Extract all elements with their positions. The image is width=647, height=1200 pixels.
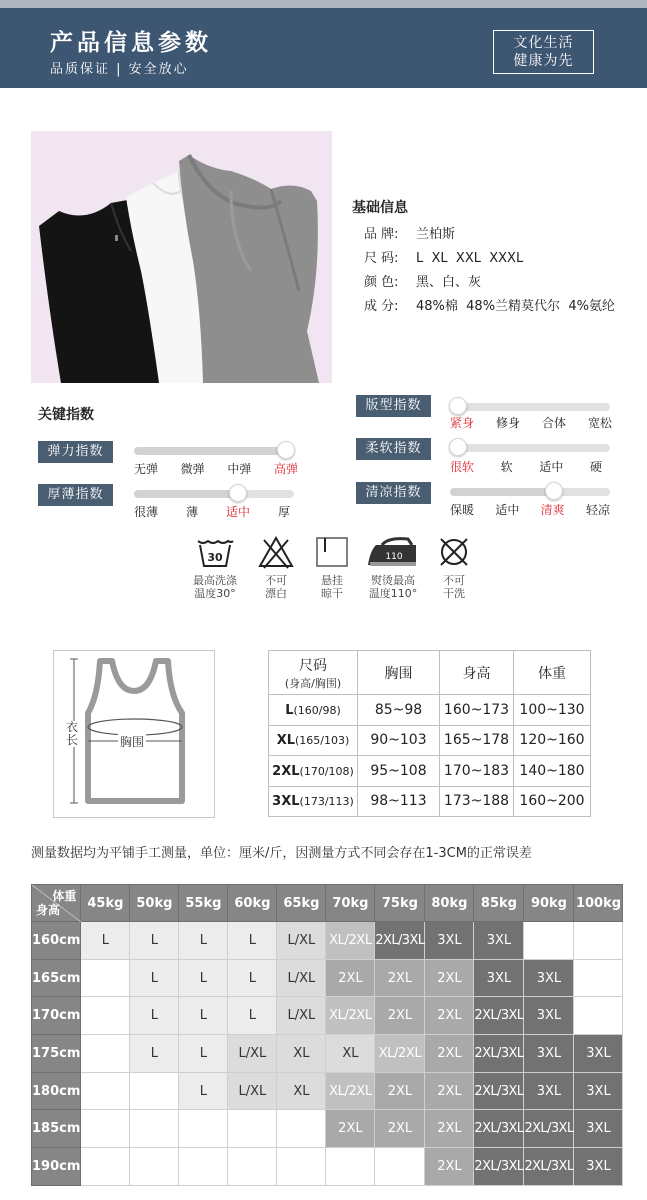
size-grid-cell <box>375 1148 425 1186</box>
table-row <box>32 1072 623 1110</box>
fit-slider <box>450 403 610 411</box>
table-row <box>32 1035 623 1073</box>
corner-height-label: 身高 <box>36 903 61 917</box>
size-grid-cell: 3XL <box>524 997 574 1035</box>
size-grid-cell <box>130 1148 179 1186</box>
size-grid-cell: 3XL <box>574 1148 623 1186</box>
fit-label: 版型指数 <box>356 395 431 417</box>
size-grid-cell: 2XL <box>425 1035 474 1073</box>
care-hang <box>310 535 354 600</box>
thickness-ticks <box>134 503 290 520</box>
size-grid-cell <box>179 1110 228 1148</box>
iron-110-icon <box>364 535 422 569</box>
size-grid-cell: L/XL <box>277 922 326 960</box>
size-header-sub: (身高/胸围) <box>284 676 342 690</box>
size-grid-cell: 2XL <box>425 997 474 1035</box>
size-grid-cell: 2XL <box>326 1110 375 1148</box>
weight-header-cell: 90kg <box>524 885 574 922</box>
tick-label: 适中 <box>539 460 564 474</box>
size-grid-cell <box>81 1148 130 1186</box>
chest-cell: 90~103 <box>358 725 440 756</box>
size-grid-cell <box>179 1148 228 1186</box>
weight-cell: 100~130 <box>514 695 591 726</box>
coolness-slider <box>450 488 610 496</box>
size-grid-cell: 2XL <box>375 1072 425 1110</box>
tick-label: 中弹 <box>227 462 252 476</box>
size-grid-cell: XL <box>277 1072 326 1110</box>
softness-ticks <box>450 458 602 475</box>
size-grid-cell <box>228 1148 277 1186</box>
height-row-header: 175cm <box>32 1035 81 1073</box>
size-sub: (165/103) <box>295 734 350 748</box>
tick-label: 高弹 <box>273 462 298 476</box>
size-grid-cell: 2XL/3XL <box>474 1148 524 1186</box>
size-grid-cell <box>524 922 574 960</box>
slider-knob <box>449 397 467 415</box>
size-grid-cell <box>130 1110 179 1148</box>
care-line-1: 不可 <box>443 574 465 587</box>
size-grid-cell: L <box>179 997 228 1035</box>
size-grid-cell: L <box>130 997 179 1035</box>
height-cell: 160~173 <box>440 695 514 726</box>
size-grid-cell <box>81 997 130 1035</box>
slider-knob <box>449 438 467 456</box>
chest-label: 胸围 <box>120 735 145 749</box>
slider-fill <box>134 447 286 455</box>
size-grid-cell: 3XL <box>524 1072 574 1110</box>
size-grid-cell: 3XL <box>474 959 524 997</box>
size-grid-cell: 3XL <box>474 922 524 960</box>
size-grid-cell: L/XL <box>228 1072 277 1110</box>
size-grid-cell: 3XL <box>425 922 474 960</box>
page-subtitle: 品质保证 | 安全放心 <box>50 62 189 77</box>
care-line-2: 晾干 <box>321 587 343 600</box>
info-row-brand <box>352 223 615 247</box>
tick-label: 软 <box>500 460 513 474</box>
table-row <box>269 756 591 787</box>
tick-label: 微弹 <box>180 462 205 476</box>
size-grid-cell: 2XL <box>375 997 425 1035</box>
size-grid-cell: 2XL <box>425 959 474 997</box>
slogan-box <box>493 30 594 74</box>
info-row-material <box>352 295 615 319</box>
size-sub: (170/108) <box>299 764 354 778</box>
basic-info-title: 基础信息 <box>352 200 408 216</box>
info-value: 黑、白、灰 <box>416 275 482 290</box>
care-line-2: 温度30° <box>194 587 236 600</box>
svg-text:110: 110 <box>385 552 403 562</box>
size-sub: (173/113) <box>299 795 354 809</box>
measure-diagram <box>53 650 215 818</box>
grid-header-row <box>32 885 623 922</box>
top-strip <box>0 0 647 8</box>
size-grid-cell <box>81 1035 130 1073</box>
no-dry-clean-icon <box>436 535 472 569</box>
thickness-label: 厚薄指数 <box>38 484 113 506</box>
slider-knob <box>277 441 295 459</box>
table-row <box>269 695 591 726</box>
size-grid-cell: 2XL <box>375 959 425 997</box>
key-index-title: 关键指数 <box>38 407 94 423</box>
size-grid-cell: L <box>228 997 277 1035</box>
info-value: 48%棉 48%兰精莫代尔 4%氨纶 <box>416 299 615 314</box>
tick-label: 厚 <box>277 505 290 519</box>
chest-header: 胸围 <box>358 651 440 695</box>
table-row <box>32 959 623 997</box>
elasticity-slider <box>134 447 294 455</box>
length-label: 衣长 <box>65 720 78 747</box>
size-grid-cell: L/XL <box>277 959 326 997</box>
weight-header-cell: 60kg <box>228 885 277 922</box>
height-row-header: 185cm <box>32 1110 81 1148</box>
size-grid-cell <box>277 1148 326 1186</box>
tick-label: 适中 <box>495 503 520 517</box>
size-grid-cell <box>81 959 130 997</box>
size-cell <box>269 695 358 726</box>
size-grid-cell <box>130 1072 179 1110</box>
weight-cell: 160~200 <box>514 786 591 817</box>
care-wash <box>186 535 244 600</box>
height-row-header: 180cm <box>32 1072 81 1110</box>
info-key: 颜 色: <box>364 275 399 290</box>
size-grid-cell: XL/2XL <box>375 1035 425 1073</box>
size-grid-cell: L/XL <box>228 1035 277 1073</box>
no-bleach-icon <box>258 535 294 569</box>
size-grid-cell: L <box>228 959 277 997</box>
chest-cell: 98~113 <box>358 786 440 817</box>
size-grid-cell: 2XL/3XL <box>474 997 524 1035</box>
size-grid-cell: L <box>130 922 179 960</box>
size-grid-cell: 2XL/3XL <box>474 1110 524 1148</box>
size-grid-cell: XL <box>326 1035 375 1073</box>
height-row-header: 160cm <box>32 922 81 960</box>
table-row <box>32 997 623 1035</box>
svg-text:30: 30 <box>207 551 223 564</box>
size-cell <box>269 756 358 787</box>
tick-label: 薄 <box>185 505 198 519</box>
size-grid-cell: 2XL/3XL <box>524 1148 574 1186</box>
size-grid-cell <box>574 959 623 997</box>
size-sub: (160/98) <box>293 703 341 717</box>
tick-label: 适中 <box>225 505 250 519</box>
size-grid-cell: L <box>130 1035 179 1073</box>
tick-label: 轻凉 <box>585 503 610 517</box>
tick-label: 硬 <box>589 460 602 474</box>
info-value: 兰柏斯 <box>416 227 456 242</box>
size-grid-cell: 2XL/3XL <box>474 1072 524 1110</box>
slider-knob <box>229 484 247 502</box>
size-grid-cell <box>574 997 623 1035</box>
height-cell: 165~178 <box>440 725 514 756</box>
tick-label: 很软 <box>450 460 475 474</box>
size-value: XL <box>276 733 296 749</box>
size-grid-cell: 3XL <box>574 1110 623 1148</box>
info-value: L XL XXL XXXL <box>416 251 524 266</box>
size-grid-cell: 2XL <box>425 1072 474 1110</box>
height-row-header: 165cm <box>32 959 81 997</box>
slider-knob <box>545 482 563 500</box>
chest-cell: 95~108 <box>358 756 440 787</box>
grid-corner <box>32 885 81 922</box>
size-grid-cell: 2XL <box>425 1110 474 1148</box>
page-header <box>0 8 647 88</box>
thickness-slider <box>134 490 294 498</box>
size-grid-cell: L <box>179 1072 228 1110</box>
size-grid-cell: 2XL <box>375 1110 425 1148</box>
size-grid-cell: XL/2XL <box>326 997 375 1035</box>
size-table-header <box>269 651 591 695</box>
care-line-1: 最高洗涤 <box>193 574 237 587</box>
size-grid-cell: 3XL <box>574 1072 623 1110</box>
size-grid-cell <box>326 1148 375 1186</box>
wash-30-icon <box>195 535 235 569</box>
size-header-main: 尺码 <box>299 657 327 674</box>
size-grid-cell: L/XL <box>277 997 326 1035</box>
size-grid-cell: 2XL/3XL <box>474 1035 524 1073</box>
height-cell: 170~183 <box>440 756 514 787</box>
table-row <box>269 725 591 756</box>
weight-header-cell: 100kg <box>574 885 623 922</box>
size-grid-cell: L <box>179 959 228 997</box>
size-grid-cell: XL <box>277 1035 326 1073</box>
info-row-color <box>352 271 615 295</box>
fit-ticks <box>450 414 612 431</box>
size-grid-cell: L <box>228 922 277 960</box>
size-value: 3XL <box>272 794 300 810</box>
table-row <box>269 786 591 817</box>
size-value: 2XL <box>272 763 300 779</box>
product-image <box>31 131 332 383</box>
info-row-size <box>352 247 615 271</box>
tick-label: 合体 <box>541 416 566 430</box>
weight-cell: 140~180 <box>514 756 591 787</box>
size-grid-cell <box>81 1110 130 1148</box>
slider-fill <box>450 488 554 496</box>
info-key: 尺 码: <box>364 251 399 266</box>
size-value: L <box>285 702 294 718</box>
care-bleach <box>254 535 298 600</box>
height-row-header: 170cm <box>32 997 81 1035</box>
table-row <box>32 1110 623 1148</box>
size-grid-cell: 2XL/3XL <box>524 1110 574 1148</box>
size-grid-cell: 3XL <box>524 959 574 997</box>
care-line-1: 熨烫最高 <box>371 574 415 587</box>
height-header: 身高 <box>440 651 514 695</box>
hang-dry-icon <box>314 535 350 569</box>
size-grid-cell: 3XL <box>574 1035 623 1073</box>
care-line-2: 干洗 <box>443 587 465 600</box>
weight-header: 体重 <box>514 651 591 695</box>
height-cell: 173~188 <box>440 786 514 817</box>
size-table <box>268 650 591 817</box>
weight-header-cell: 50kg <box>130 885 179 922</box>
weight-cell: 120~160 <box>514 725 591 756</box>
height-row-header: 190cm <box>32 1148 81 1186</box>
tick-label: 清爽 <box>540 503 565 517</box>
size-grid-cell: L <box>179 922 228 960</box>
weight-header-cell: 85kg <box>474 885 524 922</box>
size-grid-cell: XL/2XL <box>326 922 375 960</box>
care-iron <box>362 535 424 600</box>
table-row <box>32 1148 623 1186</box>
size-grid-cell <box>228 1110 277 1148</box>
care-line-2: 漂白 <box>265 587 287 600</box>
softness-label: 柔软指数 <box>356 438 431 460</box>
care-line-1: 悬挂 <box>321 574 343 587</box>
info-key: 成 分: <box>364 299 399 314</box>
care-line-1: 不可 <box>265 574 287 587</box>
weight-height-grid <box>31 884 623 1186</box>
elasticity-ticks <box>134 460 298 477</box>
tick-label: 紧身 <box>450 416 475 430</box>
size-grid-cell <box>574 922 623 960</box>
weight-header-cell: 55kg <box>179 885 228 922</box>
tick-label: 很薄 <box>134 505 159 519</box>
coolness-label: 清凉指数 <box>356 482 431 504</box>
size-grid-cell: 2XL <box>326 959 375 997</box>
tick-label: 保暖 <box>450 503 475 517</box>
size-grid-cell: L <box>81 922 130 960</box>
basic-info <box>352 197 615 319</box>
tick-label: 无弹 <box>134 462 159 476</box>
care-line-2: 温度110° <box>368 587 418 600</box>
info-key: 品 牌: <box>364 227 399 242</box>
size-grid-cell <box>277 1110 326 1148</box>
page-title: 产品信息参数 <box>50 30 212 56</box>
weight-header-cell: 70kg <box>326 885 375 922</box>
slogan-line-2: 健康为先 <box>513 53 574 69</box>
size-grid-cell: 2XL/3XL <box>375 922 425 960</box>
size-grid-cell: XL/2XL <box>326 1072 375 1110</box>
weight-header-cell: 65kg <box>277 885 326 922</box>
softness-slider <box>450 444 610 452</box>
measure-note: 测量数据均为平铺手工测量，单位：厘米/斤，因测量方式不同会存在1-3CM的正常误差 <box>31 846 532 861</box>
weight-header-cell: 75kg <box>375 885 425 922</box>
size-cell <box>269 786 358 817</box>
elasticity-label: 弹力指数 <box>38 441 113 463</box>
size-grid-cell: 3XL <box>524 1035 574 1073</box>
size-grid-cell <box>81 1072 130 1110</box>
size-header <box>269 651 358 695</box>
coolness-ticks <box>450 501 610 518</box>
weight-header-cell: 45kg <box>81 885 130 922</box>
chest-cell: 85~98 <box>358 695 440 726</box>
size-grid-cell: L <box>179 1035 228 1073</box>
size-cell <box>269 725 358 756</box>
slider-fill <box>134 490 238 498</box>
tick-label: 修身 <box>495 416 520 430</box>
tick-label: 宽松 <box>587 416 612 430</box>
size-grid-cell: 2XL <box>425 1148 474 1186</box>
corner-weight-label: 体重 <box>52 889 77 903</box>
weight-header-cell: 80kg <box>425 885 474 922</box>
care-dryclean <box>432 535 476 600</box>
table-row <box>32 922 623 960</box>
size-grid-cell: L <box>130 959 179 997</box>
slogan-line-1: 文化生活 <box>513 35 574 51</box>
